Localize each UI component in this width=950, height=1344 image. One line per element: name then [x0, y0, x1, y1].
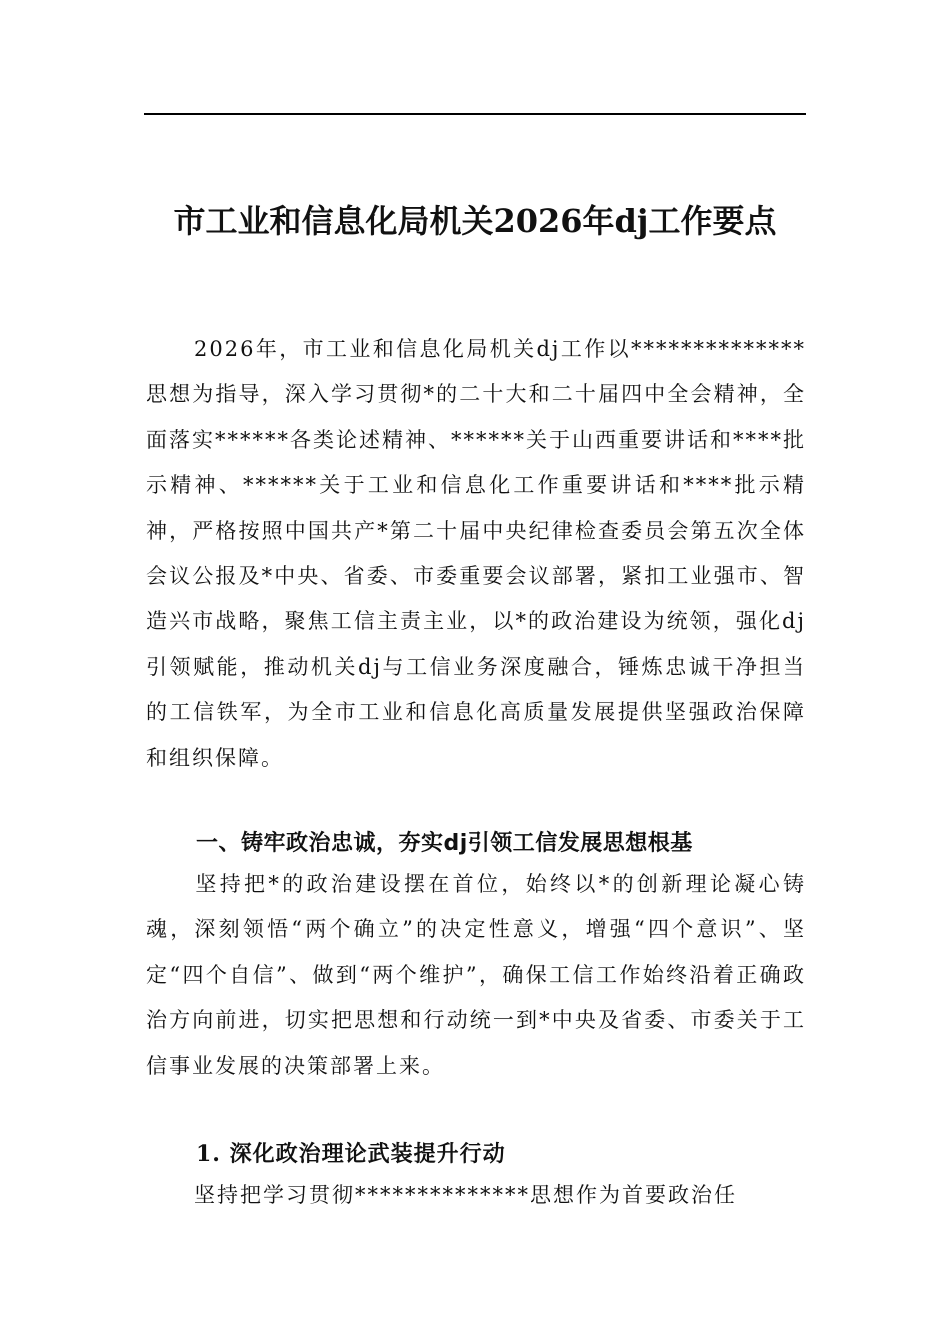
intro-paragraph	[146, 327, 806, 781]
section-1-heading: 一、铸牢政治忠诚，夯实dj引领工信发展思想根基	[196, 831, 693, 856]
document-title: 市工业和信息化局机关2026年dj工作要点	[173, 202, 777, 240]
section-1-paragraph	[146, 862, 806, 1089]
subsection-1-paragraph	[146, 1173, 806, 1218]
subsection-1-paragraph-text: 坚持把学习贯彻**************思想作为首要政治任	[194, 1183, 737, 1207]
header-divider	[144, 113, 806, 115]
intro-paragraph-text: 2026年，市工业和信息化局机关dj工作以**************思想为指导，深入学习贯彻*的二十大和二十届四中全会精神，全面落实******各类论述精神、******关于山西重要讲话和****批示精神、******关于工业和信息化工作重要讲话和****批示精神，严格按照中国共产*第二十届中央纪律检查委员会第五次全体会议公报及*中央、省委、市委重要会议部署，紧扣工业强市、智造兴市战略，聚焦工信主责主业，以*的政治建设为统领，强化dj引领赋能，推动机关dj与工信业务深度融合，锤炼忠诚干净担当的工信铁军，为全市工业和信息化高质量发展提供坚强政治保障和组织保障。	[146, 337, 806, 770]
subsection-1-heading: 1. 深化政治理论武装提升行动	[196, 1141, 506, 1167]
section-1-paragraph-text: 坚持把*的政治建设摆在首位，始终以*的创新理论凝心铸魂，深刻领悟“两个确立”的决定性意义，增强“四个意识”、坚定“四个自信”、做到“两个维护”，确保工信工作始终沿着正确政治方向前进，切实把思想和行动统一到*中央及省委、市委关于工信事业发展的决策部署上来。	[146, 872, 806, 1078]
